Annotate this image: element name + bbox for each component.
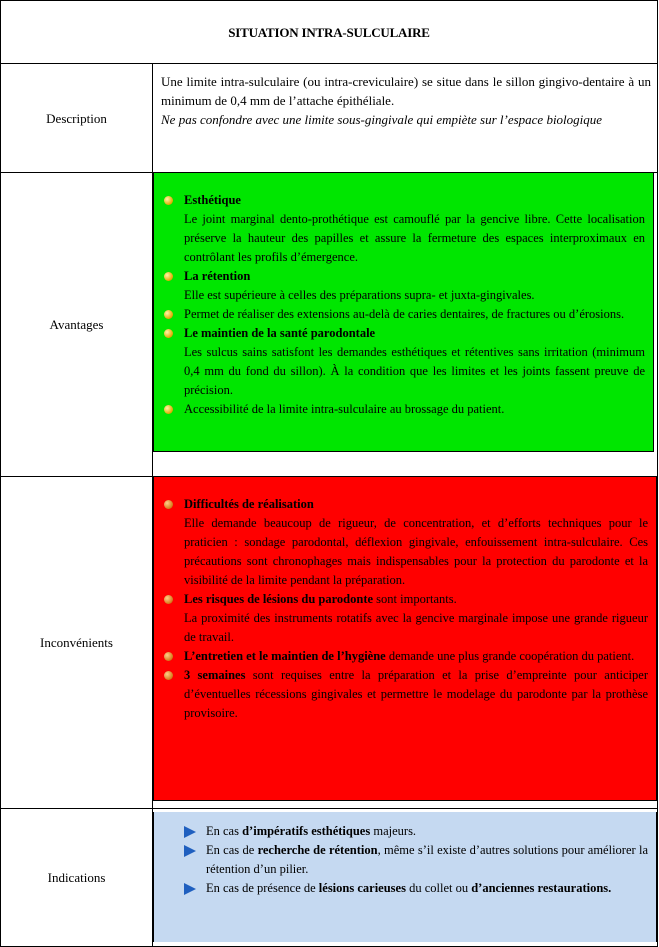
bullet-icon — [164, 272, 173, 281]
inconvenients-label: Inconvénients — [1, 477, 153, 809]
bullet-icon — [164, 310, 173, 319]
description-italic-note: Ne pas confondre avec une limite sous-gingivale qui empiète sur l’espace biologique — [161, 112, 603, 127]
list-item: Difficultés de réalisation Elle demande beaucoup de rigueur, de concentration, et d’efforts techniques pour le praticien : sondage parodontal, déflexion gingivale, enfouissement intra-sulculaire. Ces précautions sont chronophages mais indispensables pour la protection du parodonte et la visibilité de la limite pendant la préparation. — [164, 495, 648, 590]
list-item: Esthétique Le joint marginal dento-prothétique est camouflé par la gencive libre. Cette localisation préserve la hauteur des papilles et assure la fermeture des espaces interproximaux en contrôlant les profils d’émergence. — [164, 191, 645, 267]
bullet-icon — [164, 405, 173, 414]
list-item: La rétention Elle est supérieure à celles des préparations supra- et juxta-gingivales. — [164, 267, 645, 305]
avantages-list — [164, 191, 645, 419]
inconvenients-list — [164, 495, 648, 723]
description-text: Une limite intra-sulculaire (ou intra-creviculaire) se situe dans le sillon gingivo-dentaire à un minimum de 0,4 mm de l’attache épithéliale. — [161, 74, 651, 108]
list-item: 3 semaines sont requises entre la préparation et la prise d’empreinte pour anticiper d’éventuelles récessions gingivales et permettre le modelage du parodonte par la prothèse provisoire. — [164, 666, 648, 723]
avantages-content — [153, 173, 658, 477]
list-item: En cas d’impératifs esthétiques majeurs. — [184, 822, 648, 841]
bullet-icon — [164, 671, 173, 680]
indications-content — [153, 809, 658, 947]
indications-label: Indications — [1, 809, 153, 947]
inconvenients-content — [153, 477, 658, 809]
description-label: Description — [1, 64, 153, 173]
bullet-icon — [164, 595, 173, 604]
list-item: Les risques de lésions du parodonte sont importants. La proximité des instruments rotatifs avec la gencive marginale impose une grande rigueur de travail. — [164, 590, 648, 647]
list-item: L’entretien et le maintien de l’hygiène demande une plus grande coopération du patient. — [164, 647, 648, 666]
list-item: Accessibilité de la limite intra-sulculaire au brossage du patient. — [164, 400, 645, 419]
bullet-icon — [164, 196, 173, 205]
list-item: Le maintien de la santé parodontale Les sulcus sains satisfont les demandes esthétiques et rétentives sans irritation (minimum 0,4 mm du fond du sillon). À la condition que les limites et les joints fassent preuve de précision. — [164, 324, 645, 400]
bullet-icon — [164, 652, 173, 661]
description-content — [153, 64, 658, 173]
avantages-label: Avantages — [1, 173, 153, 477]
table-title: SITUATION INTRA-SULCULAIRE — [1, 1, 658, 64]
arrow-right-icon — [184, 845, 196, 857]
list-item: En cas de présence de lésions carieuses du collet ou d’anciennes restaurations. — [184, 879, 648, 898]
list-item: Permet de réaliser des extensions au-delà de caries dentaires, de fractures ou d’érosions. — [164, 305, 645, 324]
list-item: En cas de recherche de rétention, même s’il existe d’autres solutions pour améliorer la rétention d’un pilier. — [184, 841, 648, 879]
bullet-icon — [164, 329, 173, 338]
indications-box — [153, 812, 657, 942]
bullet-icon — [164, 500, 173, 509]
avantages-box — [153, 173, 654, 452]
arrow-right-icon — [184, 826, 196, 838]
indications-list — [184, 822, 648, 898]
inconvenients-box — [153, 477, 657, 801]
arrow-right-icon — [184, 883, 196, 895]
